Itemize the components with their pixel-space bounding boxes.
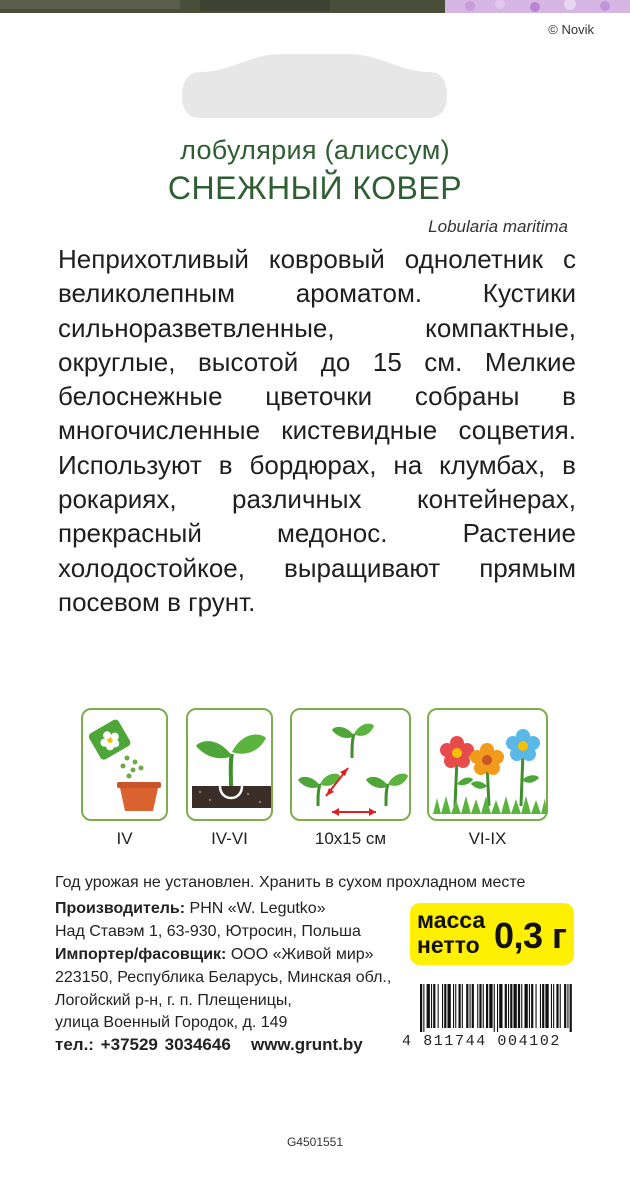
barcode-digits: 4 811744 004102 [402,1033,562,1050]
producer-line [55,900,326,918]
phone: тел.: +37529 3034646 [55,1035,231,1054]
producer-label: Производитель: [55,900,186,917]
seedling-icon [188,710,275,823]
importer-line [55,946,374,964]
mass-label-line1: масса [417,907,486,933]
spacing-icon [292,710,413,823]
hang-slot [0,0,630,130]
product-subtitle: лобулярия (алиссум) [180,135,450,165]
sowing-icon-box [81,708,168,821]
storage-note: Год урожая не установлен. Хранить в сухом прохладном месте [55,874,526,891]
contacts [55,1035,363,1055]
sowing-icon [83,710,170,823]
copyright: © Novik [548,22,594,37]
importer-address-1: 223150, Республика Беларусь, Минская обл., [55,969,392,986]
producer-address: Над Ставэм 1, 63-930, Ютросин, Польша [55,923,361,940]
website[interactable]: www.grunt.by [250,1035,363,1054]
seedling-icon-box [186,708,273,821]
producer-value: PHN «W. Legutko» [189,900,326,917]
product-title: СНЕЖНЫЙ КОВЕР [167,170,463,206]
mass-label-line2: нетто [417,932,480,958]
spacing-icon-box [290,708,411,821]
importer-value: ООО «Живой мир» [230,946,374,963]
mass-label [417,908,485,958]
importer-address-3: улица Военный Городок, д. 149 [55,1014,288,1031]
latin-name: Lobularia maritima [428,217,568,236]
product-description: Неприхотливый ковровый однолетник с великолепным ароматом. Кустики сильноразветвленные, компактные, округлые, высотой до 15 см. Мелкие белоснежные цветочки собраны в многочисленные кистевидные соцветия. Используют в бордюрах, на клумбах, в рокариях, различных контейнерах, прекрасный медонос. Растение холодостойкое, выращивают прямым посевом в грунт. [58,244,576,617]
mass-badge [410,903,574,965]
flowering-label: VI-IX [468,829,507,848]
sowing-label: IV [116,829,133,848]
seedling-label: IV-VI [211,829,248,848]
barcode [400,984,575,1032]
mass-value: 0,3 г [494,915,567,956]
product-code: G4501551 [286,1135,344,1149]
flowering-icon-box [427,708,548,821]
importer-label: Импортер/фасовщик: [55,946,227,963]
importer-address-2: Логойский р-н, г. п. Плещеницы, [55,992,292,1009]
spacing-label: 10x15 см [314,829,387,848]
flowering-icon [429,710,550,823]
